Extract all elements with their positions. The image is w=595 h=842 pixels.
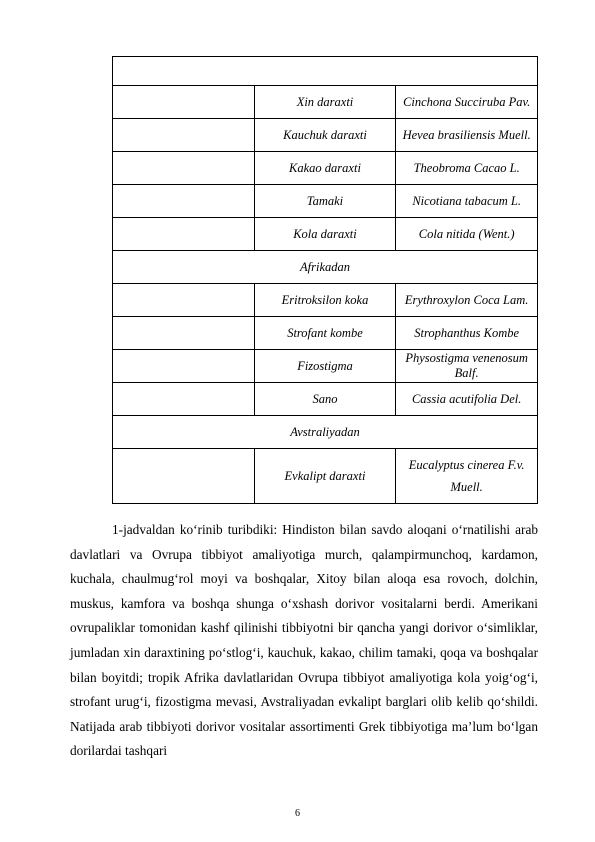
table-row [113,284,538,317]
local-name-cell: Tamaki [254,185,396,218]
region-label: Afrikadan [113,251,538,284]
row-number-cell [113,185,255,218]
local-name-cell: Sano [254,383,396,416]
table-row [113,218,538,251]
latin-name-cell: Physostigma venenosum Balf. [396,350,538,383]
table-row [113,383,538,416]
local-name-cell: Strofant kombe [254,317,396,350]
region-row [113,251,538,284]
local-name-cell: Kola daraxti [254,218,396,251]
table-header-row [113,57,538,86]
table-row [113,449,538,504]
table-header-cell [113,57,538,86]
region-label: Avstraliyadan [113,416,538,449]
row-number-cell [113,350,255,383]
row-number-cell [113,284,255,317]
local-name-cell: Kauchuk daraxti [254,119,396,152]
plant-origin-table [112,56,538,504]
local-name-cell: Evkalipt daraxti [254,449,396,504]
row-number-cell [113,449,255,504]
latin-name-cell: Strophanthus Kombe [396,317,538,350]
latin-name-cell: Nicotiana tabacum L. [396,185,538,218]
row-number-cell [113,383,255,416]
table-row [113,317,538,350]
latin-name-cell: Erythroxylon Coca Lam. [396,284,538,317]
row-number-cell [113,317,255,350]
table-row [113,350,538,383]
region-row [113,416,538,449]
local-name-cell: Fizostigma [254,350,396,383]
latin-name-cell [396,449,538,504]
latin-name-cell: Hevea brasiliensis Muell. [396,119,538,152]
latin-name-line: Muell. [450,480,483,494]
table-row [113,119,538,152]
table-row [113,152,538,185]
latin-name-cell: Cinchona Succiruba Pav. [396,86,538,119]
local-name-cell: Eritroksilon koka [254,284,396,317]
table-body [113,57,538,504]
local-name-cell: Kakao daraxti [254,152,396,185]
row-number-cell [113,152,255,185]
row-number-cell [113,86,255,119]
latin-name-cell: Cola nitida (Went.) [396,218,538,251]
local-name-cell: Xin daraxti [254,86,396,119]
latin-name-cell: Cassia acutifolia Del. [396,383,538,416]
table-row [113,185,538,218]
body-paragraph: 1-jadvaldan ko‘rinib turibdiki: Hindiston bilan savdo aloqani o‘rnatilishi arab davlatlari va Ovrupa tibbiyot amaliyotiga murch, qalampirmunchoq, kardamon, kuchala, chaulmug‘rol moyi va boshqalar, Xitoy bilan aloqa esa rovoch, dolchin, muskus, kamfora va boshqa shunga o‘xshash dorivor vositalarni berdi. Amerikani ovrupaliklar tomonidan kashf qilinishi tibbiyotni bir qancha yangi dorivor o‘simliklar, jumladan xin daraxtining po‘stlog‘i, kauchuk, kakao, chilim tamaki, qoqa va boshqalar bilan boyitdi; tropik Afrika davlatlaridan Ovrupa tibbiyot amaliyotiga kola yoig‘og‘i, strofant urug‘i, fizostigma mevasi, Avstraliyadan evkalipt barglari olib kelib qo‘shildi. Natijada arab tibbiyoti dorivor vositalar assortimenti Grek tibbiyotiga ma’lum bo‘lgan dorilardai tashqari [70,522,538,759]
row-number-cell [113,218,255,251]
latin-name-line: Eucalyptus cinerea F.v. [408,458,525,472]
table-row [113,86,538,119]
row-number-cell [113,119,255,152]
page-number: 6 [295,808,300,819]
latin-name-cell: Theobroma Cacao L. [396,152,538,185]
